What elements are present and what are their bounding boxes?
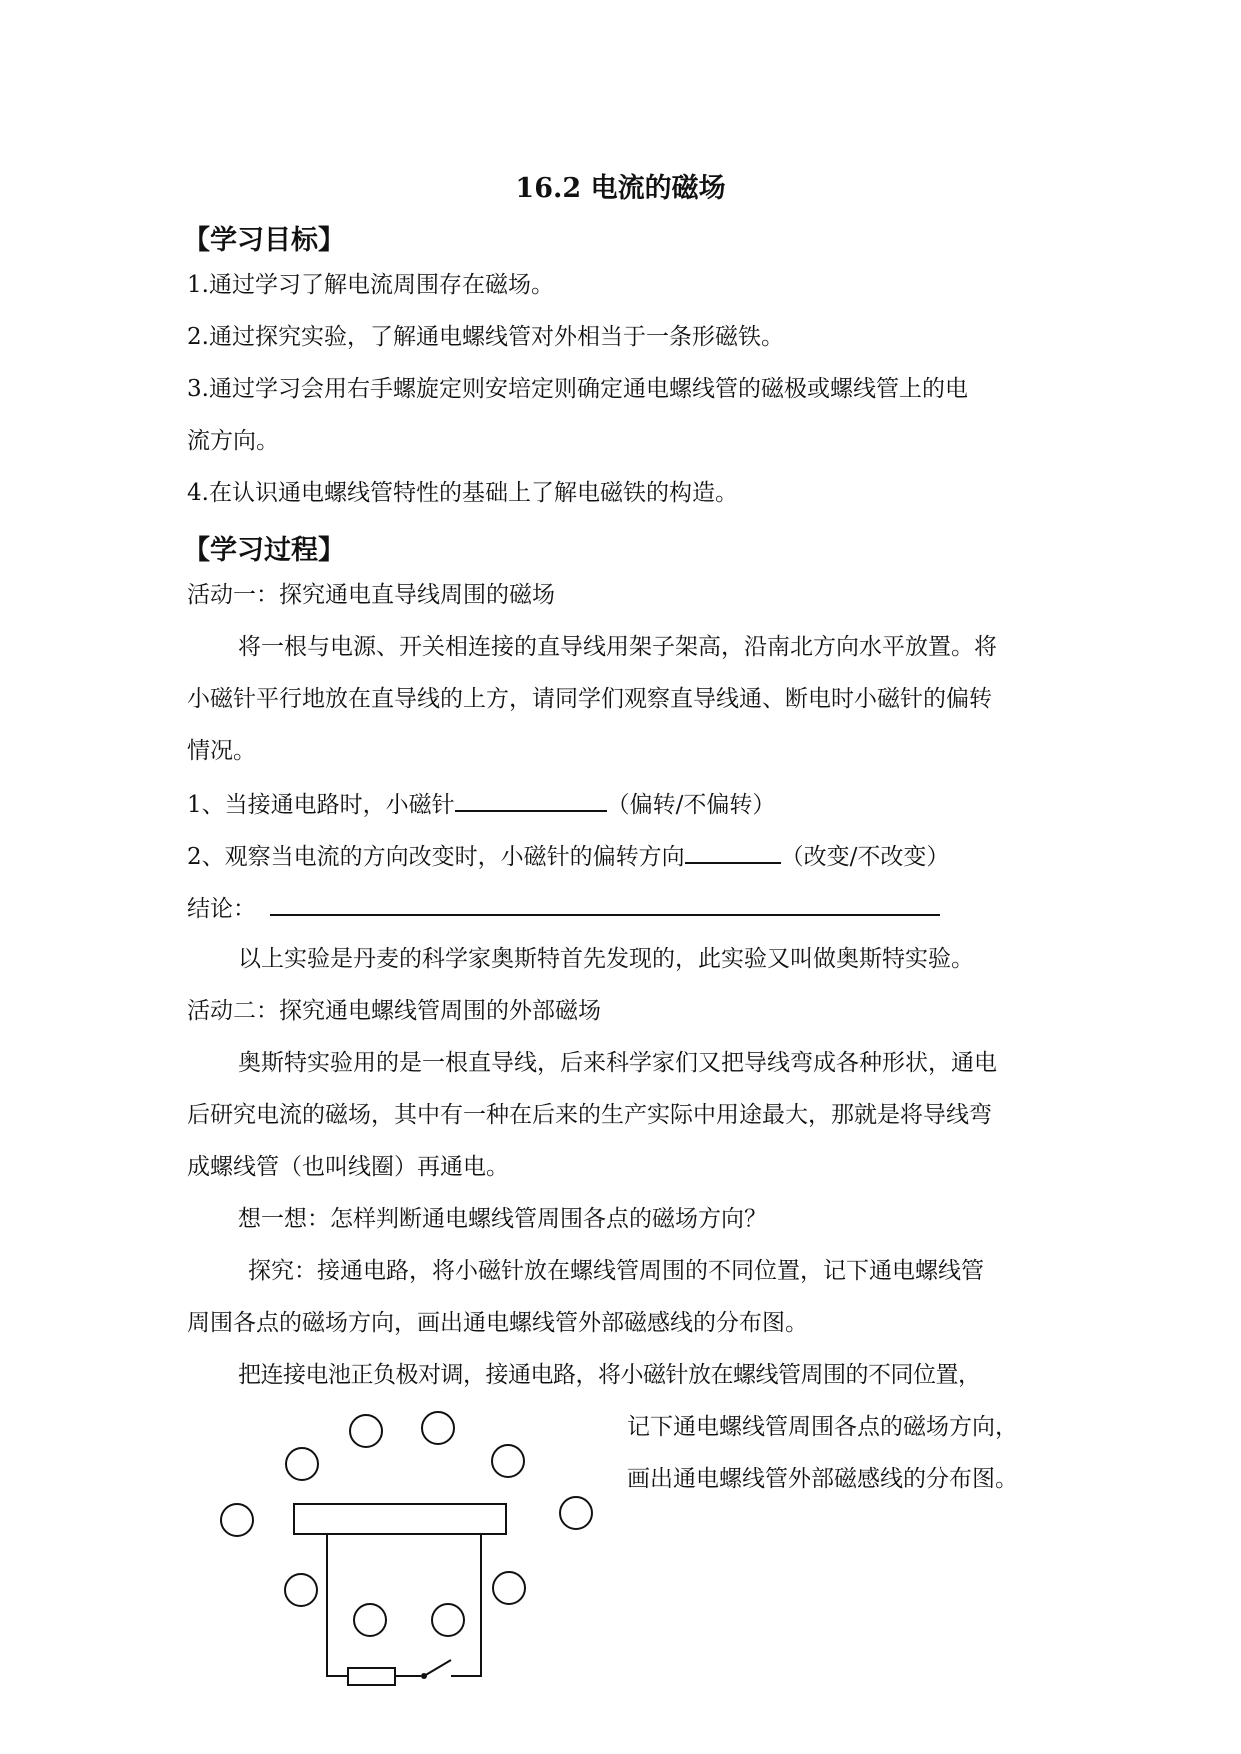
conclusion-label: 结论：: [187, 896, 256, 922]
think-question: 想一想：怎样判断通电螺线管周围各点的磁场方向？: [238, 1206, 767, 1232]
activity1-para-line-1: 将一根与电源、开关相连接的直导线用架子架高，沿南北方向水平放置。将: [238, 634, 997, 660]
activity1-para-line-2: 小磁针平行地放在直导线的上方，请同学们观察直导线通、断电时小磁针的偏转: [187, 686, 992, 712]
reverse-line-1: 把连接电池正负极对调，接通电路，将小磁针放在螺线管周围的不同位置，: [238, 1362, 981, 1388]
activity2-para-line-2: 后研究电流的磁场，其中有一种在后来的生产实际中用途最大，那就是将导线弯: [187, 1102, 992, 1128]
compass-circle: [493, 1572, 525, 1604]
compass-circle: [422, 1412, 454, 1444]
activity1-heading: 活动一：探究通电直导线周围的磁场: [187, 582, 555, 608]
compass-circle: [350, 1415, 382, 1447]
question-1-prefix: 1、当接通电路时，小磁针: [187, 792, 455, 818]
question-1-options: （偏转/不偏转）: [606, 792, 776, 818]
oersted-note: 以上实验是丹麦的科学家奥斯特首先发现的，此实验又叫做奥斯特实验。: [238, 946, 974, 972]
compass-circle: [285, 1574, 317, 1606]
compass-circle: [286, 1448, 318, 1480]
explore-line-1: 探究：接通电路，将小磁针放在螺线管周围的不同位置，记下通电螺线管: [248, 1258, 984, 1284]
switch-pivot: [421, 1673, 427, 1679]
objective-2: 2.通过探究实验，了解通电螺线管对外相当于一条形磁铁。: [187, 324, 784, 350]
question-2-prefix: 2、观察当电流的方向改变时，小磁针的偏转方向: [187, 844, 685, 870]
activity2-para-line-3: 成螺线管（也叫线圈）再通电。: [187, 1154, 509, 1180]
objective-4: 4.在认识通电螺线管特性的基础上了解电磁铁的构造。: [187, 480, 738, 506]
circuit-wire-left: [327, 1534, 348, 1676]
activity1-para-line-3: 情况。: [187, 738, 256, 764]
objective-3: 3.通过学习会用右手螺旋定则安培定则确定通电螺线管的磁极或螺线管上的电: [187, 376, 968, 402]
section-heading-objectives: 【学习目标】: [183, 225, 345, 256]
battery-symbol: [348, 1668, 395, 1685]
activity2-heading: 活动二：探究通电螺线管周围的外部磁场: [187, 998, 601, 1024]
page-title: 16.2 电流的磁场: [515, 173, 726, 204]
reverse-line-3: 画出通电螺线管外部磁感线的分布图。: [627, 1466, 1018, 1492]
objective-1: 1.通过学习了解电流周围存在磁场。: [187, 272, 554, 298]
objective-3-cont: 流方向。: [187, 428, 279, 454]
compass-circle: [432, 1604, 464, 1636]
reverse-line-2: 记下通电螺线管周围各点的磁场方向，: [627, 1414, 1018, 1440]
activity2-para-line-1: 奥斯特实验用的是一根直导线，后来科学家们又把导线弯成各种形状，通电: [238, 1050, 997, 1076]
solenoid-rect: [294, 1504, 506, 1534]
compass-circle: [354, 1604, 386, 1636]
section-heading-process: 【学习过程】: [183, 535, 345, 566]
compass-circle: [492, 1445, 524, 1477]
compass-circle: [560, 1497, 592, 1529]
compass-circle: [221, 1504, 253, 1536]
switch-lever: [424, 1660, 451, 1676]
explore-line-2: 周围各点的磁场方向，画出通电螺线管外部磁感线的分布图。: [187, 1310, 808, 1336]
question-2-options: （改变/不改变）: [780, 844, 950, 870]
